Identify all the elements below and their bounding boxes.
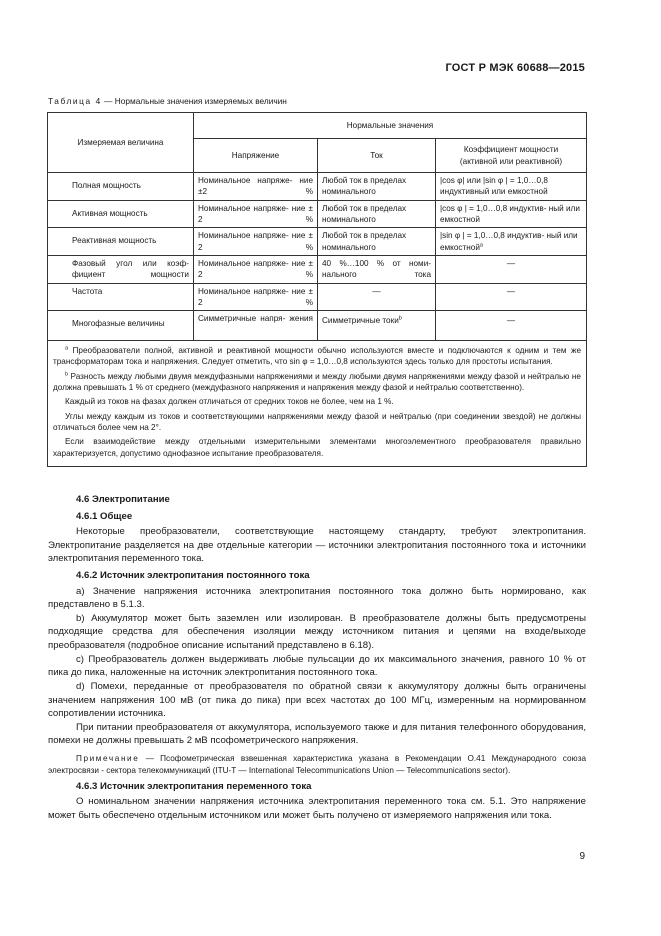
cell-current: Любой ток в пределах номинального <box>318 173 436 201</box>
cell-current <box>318 311 436 341</box>
cell-power-factor: |cos φ | = 1,0…0,8 индуктив- ный или емкостной <box>436 200 587 228</box>
cell-current: 40 %…100 % от номи- нального тока <box>318 255 436 283</box>
cell-power-factor: — <box>436 255 587 283</box>
header-current: Ток <box>318 139 436 173</box>
header-power-factor-line1: Коэффициент мощности <box>463 145 559 155</box>
cell-quantity: Фазовый угол или коэф- фициент мощности <box>48 255 194 283</box>
note-current-deviation: Каждый из токов на фазах должен отличаться от средних токов не более, чем на 1 %. <box>65 397 394 407</box>
note <box>48 753 586 777</box>
heading-4-6: 4.6 Электропитание <box>76 494 170 505</box>
paragraph-telephone: При питании преобразователя от аккумулятора, используемого также и для питания телефонного оборудования, помехи не должны превышать 2 мВ псофометрического напряжения. <box>48 721 586 747</box>
note-a: $^a$ Преобразователи полной, активной и реактивной мощности обычно используются вместе и подключаются к одним и тем же трансформаторам тока и напряжения. Следует отметить, что sin φ = 1,0…0,8 используются здесь только для простоты испытания. <box>53 345 581 367</box>
cell-quantity: Реактивная мощность <box>48 228 194 256</box>
footnote-a-mark: a <box>479 241 483 248</box>
standard-header: ГОСТ Р МЭК 60688—2015 <box>445 62 585 74</box>
item-c: c) Преобразователь должен выдерживать любые пульсации до их максимального значения, равного 10 % от пика до пика, наложенные на источник электропитания постоянного тока. <box>48 653 586 679</box>
cell-quantity: Полная мощность <box>48 173 194 201</box>
note-text: — Псофометрическая взвешенная характеристика указана в Рекомендации O.41 Международного союза электросвязи - сектора телекоммуникаций (ITU-T — International Telecommunications Union — Telecommunications sector). <box>48 753 586 775</box>
table-notes <box>48 341 587 467</box>
body-text <box>48 490 586 823</box>
cell-voltage: Номинальное напряже- ние ± 2 % <box>194 255 318 283</box>
cell-power-factor: — <box>436 283 587 311</box>
cell-quantity: Активная мощность <box>48 200 194 228</box>
table-row <box>48 200 587 228</box>
page-number: 9 <box>579 851 585 862</box>
heading-4-6-2: 4.6.2 Источник электропитания постоянного тока <box>76 570 310 582</box>
paragraph-4-6-1: Некоторые преобразователи, соответствующие настоящему стандарту, требуют электропитания. Электропитание разделяется на две отдельные категории — источники электропитания постоянного тока и источники электропитания переменного тока. <box>48 526 586 565</box>
cell-voltage: Номинальное напряже- ние ±2 % <box>194 173 318 201</box>
item-a: a) Значение напряжения источника электропитания постоянного тока должно быть нормировано, как представлено в 5.1.3. <box>48 585 586 611</box>
table-caption-prefix: Таблица 4 <box>48 96 102 106</box>
current-text: Симметричные токи <box>322 316 399 326</box>
table-row <box>48 228 587 256</box>
footnote-b-mark: b <box>398 315 402 322</box>
cell-voltage: Номинальное напряже- ние ± 2 % <box>194 200 318 228</box>
note-label: Примечание <box>76 753 140 763</box>
cell-voltage: Номинальное напряже- ние ± 2 % <box>194 228 318 256</box>
table-caption <box>48 96 287 106</box>
table-notes-row <box>48 341 587 467</box>
table-row <box>48 283 587 311</box>
cell-power-factor <box>436 228 587 256</box>
cell-voltage: Номинальное напряже- ние ± 2 % <box>194 283 318 311</box>
note-b: $^b$ Разность между любыми двумя междуфазными напряжениями и между любыми двумя напряжениями между фазой и нейтралью не должна превышать 1 % от среднего (междуфазного напряжения и напряжения между фазой и нейтралью соответственно). <box>53 371 581 393</box>
paragraph-4-6-3: О номинальном значении напряжения источника электропитания переменного тока см. 5.1. Это напряжение может быть обеспечено отдельным источником или может быть получено от измеряемого напряжения или тока. <box>48 796 586 821</box>
heading-4-6-3: 4.6.3 Источник электропитания переменного тока <box>76 780 312 792</box>
cell-current: Любой ток в пределах номинального <box>318 200 436 228</box>
header-power-factor <box>436 139 587 173</box>
table-row <box>48 255 587 283</box>
cell-power-factor: |cos φ| или |sin φ | = 1,0…0,8 индуктивный или емкостной <box>436 173 587 201</box>
table-header-row <box>48 113 587 139</box>
cell-quantity: Многофазные величины <box>48 311 194 341</box>
header-quantity: Измеряемая величина <box>48 113 194 173</box>
header-power-factor-line2: (активной или реактивной) <box>459 156 563 166</box>
table-row <box>48 173 587 201</box>
table-row <box>48 311 587 341</box>
voltage-text: Симметричные напря- жения <box>198 314 313 324</box>
heading-4-6-1: 4.6.1 Общее <box>76 510 133 522</box>
header-voltage: Напряжение <box>194 139 318 173</box>
cell-current: Любой ток в пределах номинального <box>318 228 436 256</box>
cell-current: — <box>318 283 436 311</box>
item-d: d) Помехи, переданные от преобразователя по обратной связи к аккумулятору должны быть ограничены значением напряжения 100 мВ (от пика до пика) при всех частотах до 100 МГц, измеренным на нормированном сопротивлении источника. <box>48 680 586 720</box>
table-caption-title: — Нормальные значения измеряемых величин <box>101 96 287 106</box>
note-single-phase: Если взаимодействие между отдельными измерительными элементами многоэлементного преобразователя правильно характеризуется, допустимо однофазное испытание преобразователя. <box>53 437 581 458</box>
normal-values-table <box>47 112 587 467</box>
cell-quantity: Частота <box>48 283 194 311</box>
header-normal-values: Нормальные значения <box>194 113 587 139</box>
power-factor-text: |sin φ | = 1,0…0,8 индуктив- ный или емкостной <box>440 231 578 252</box>
item-b: b) Аккумулятор может быть заземлен или изолирован. В преобразователе должны быть предусмотрены подходящие средства для обеспечения изоляции между источником питания и цепями на входе/выходе преобразователя (подробное описание испытаний представлено в 6.18). <box>48 612 586 652</box>
cell-power-factor: — <box>436 311 587 341</box>
note-angle-deviation: Углы между каждым из токов и соответствующими напряжениями между фазой и нейтралью (при соединении звездой) не должны отличаться более чем на 2°. <box>53 411 581 432</box>
cell-voltage <box>194 311 318 341</box>
